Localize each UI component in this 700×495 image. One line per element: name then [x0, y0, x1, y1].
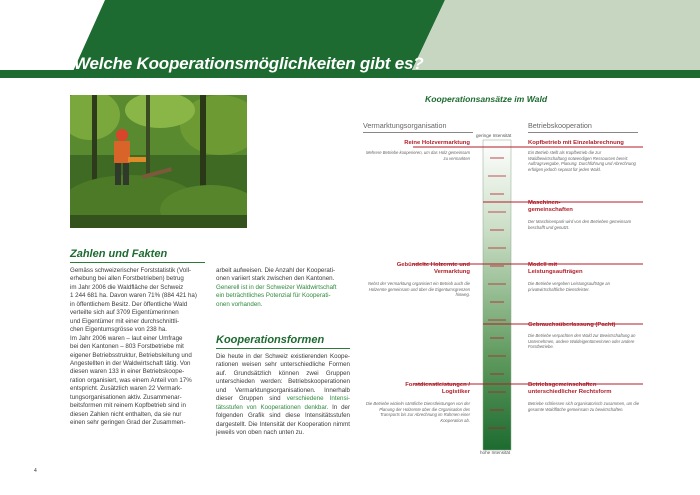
facts-col1-line: Im Jahr 2006 waren – laut einer Umfrage — [70, 334, 183, 342]
forms-heading: Kooperationsformen — [216, 334, 325, 346]
right-item-desc: Die Betriebe verpachten den Wald zur Bewirtschaftung an Unternehmen, andere Waldeigentümerinnen oder andere Forstbetriebe. — [528, 333, 636, 350]
right-item-title: Betriebsgemeinschaften unterschiedlicher Rechtsform — [528, 382, 612, 395]
right-column-header: Betriebskooperation — [528, 121, 592, 130]
facts-col2-line: arbeit aufweisen. Die Anzahl der Kooperati- — [216, 267, 336, 274]
facts-col1-line: einen sehr geringen Grad der Zusammen- — [70, 419, 186, 427]
right-item-title: Kopfbetrieb mit Einzelabrechnung — [528, 140, 624, 146]
right-item-desc: Der Maschinenpark wird von den Betrieben gemeinsam beschafft und genutzt. — [528, 219, 632, 230]
facts-col1-line: Angestellten in der Waldwirtschaft tätig. Von — [70, 359, 191, 367]
facts-col1-line: diesen Zahlen nicht enthalten, da sie nur — [70, 410, 182, 418]
left-item-desc: Mehrere Betriebe kooperieren, um das Holz gemeinsam zu vermarkten — [365, 150, 470, 161]
facts-col2-line: onen vorhanden. — [216, 300, 263, 308]
intensity-bar — [483, 140, 511, 450]
facts-col1-line: entspricht. Zusätzlich waren 22 Vermark- — [70, 385, 183, 393]
left-item-desc: Nebst der Vermarktung organisiert ein Betrieb auch die Holzernte gemeinsam und über die Eigentumsgrenzen hinweg. — [367, 281, 470, 298]
facts-col1-line: 1 244 681 ha. Davon waren 71% (884 421 ha) — [70, 292, 197, 300]
facts-col1-line: beitsformen mit reinem Kopfbetrieb sind in — [70, 402, 186, 410]
forms-text-before: Die heute in der Schweiz existierenden Koope- rationen weisen sehr unterschiedliche Formen auf. Grundsätzlich können zwei Gruppen unterschieden werden: Betriebskooperationen und Vermarktungsorganisationen. Innerhalb dieser Gruppen sind — [216, 353, 350, 403]
facts-heading: Zahlen und Fakten — [70, 248, 168, 260]
facts-col2-line: Generell ist in der Schweizer Waldwirtschaft — [216, 283, 337, 291]
forms-text-after: In der folgenden Grafik sind diese Intensitätsstufen dargestellt. Die Intensität der Kooperation nimmt jeweils von oben nach unten zu. — [216, 403, 351, 437]
facts-col1-line: erhebung bei allen Forstbetrieben) betrug — [70, 275, 184, 283]
diagram-title: Kooperationsansätze im Wald — [425, 94, 548, 104]
left-item-title: Gebündelte Holzernte und Vermarktung — [396, 262, 470, 275]
bar-bottom-label: hohe Intensität — [480, 450, 511, 455]
facts-col1-line: tungsorganisationen aktiv. Zusammenar- — [70, 393, 182, 401]
left-item-title: Forstdienstleistungen / Logistiker — [405, 382, 470, 395]
facts-col1-line: ration organisiert, was einem Anteil von 17% — [70, 376, 192, 384]
right-item-desc: Die Betriebe vergeben Leistungsaufträge an privatwirtschaftliche Dienstleister. — [528, 281, 610, 292]
facts-col1-line: und Eigentümer mit einer durchschnittli- — [70, 317, 180, 325]
facts-col2-line: ein beträchtliches Potenzial für Kooperati- — [216, 292, 331, 300]
bar-top-label: geringe Intensität — [476, 133, 512, 138]
left-column-header: Vermarktungsorganisation — [363, 121, 447, 130]
right-item-desc: Ein Betrieb stellt als Kopfbetrieb die zur Waldbewirtschaftung notwendigen Ressourcen bereit: Auftragsvergabe, Planung. Durchführung und Abrechnung erfolgen jedoch separat für jeden Wald. — [528, 150, 636, 172]
facts-col1-line: verteilte sich auf 3709 Eigentümerinnen — [70, 309, 179, 317]
right-item-title: Modell mit Leistungsaufträgen — [528, 262, 583, 275]
facts-col1-line: in öffentlichem Besitz. Der öffentliche Wald — [70, 300, 188, 308]
facts-col1-line: Gemäss schweizerischer Forststatistik (Voll- — [70, 267, 192, 274]
facts-col1-line: diesen waren 133 in einer Betriebskoope- — [70, 368, 185, 376]
forms-text-highlight: verschiedene Intensi- tätsstufen von Kooperationen denkbar. — [216, 395, 350, 411]
left-item-desc: Die Betriebe wickeln sämtliche Dienstleistungen von der Planung der Holzernte über die Organisation des Transports bis zur Abrechnung im Rahmen einer Kooperation ab. — [365, 401, 470, 423]
page-number: 4 — [34, 468, 37, 474]
left-item-title: Reine Holzvermarktung — [404, 140, 470, 146]
facts-col1-line: im Jahr 2006 die Waldfläche der Schweiz — [70, 283, 184, 291]
facts-col2-line: onen variiert stark zwischen den Kantonen. — [216, 275, 335, 283]
page-title: Welche Kooperationsmöglichkeiten gibt es? — [74, 54, 424, 73]
facts-col1-line: bei den Kantonen – 803 Forstbetriebe mit — [70, 343, 184, 351]
facts-col1-line: eigener Betriebsstruktur, Betriebsleitung und — [70, 351, 192, 359]
facts-col1-line: chen Eigentumsgrösse von 238 ha. — [70, 326, 167, 334]
right-item-desc: Betriebe schliessen sich organisatorisch zusammen, um die gesamte Waldfläche gemeinsam zu bewirtschaften. — [528, 401, 640, 412]
right-item-title: Gebrauchsüberlassung (Pacht) — [528, 322, 616, 328]
right-item-title: Maschinen-gemeinschaften — [528, 200, 573, 213]
